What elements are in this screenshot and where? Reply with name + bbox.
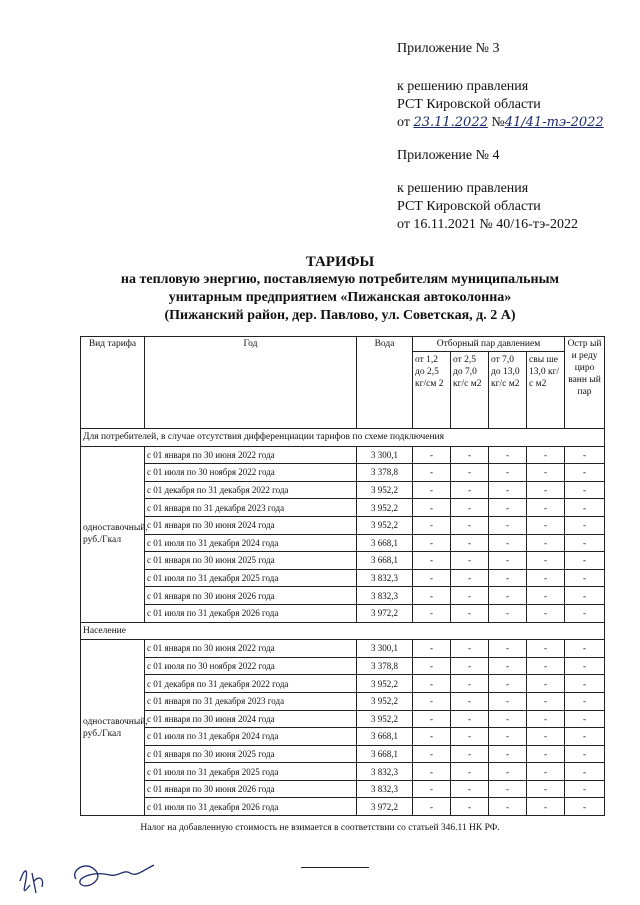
dash-cell: -: [413, 552, 451, 570]
dash-cell: -: [527, 446, 565, 464]
document-title: [60, 253, 620, 325]
dash-cell: -: [565, 552, 605, 570]
dash-cell: -: [413, 798, 451, 816]
section-population-label: Население: [81, 622, 605, 640]
water-value-cell: 3 378,8: [357, 657, 413, 675]
dash-cell: -: [489, 587, 527, 605]
period-cell: с 01 декабря по 31 декабря 2022 года: [145, 481, 357, 499]
dash-cell: -: [451, 464, 489, 482]
water-value-cell: 3 300,1: [357, 640, 413, 658]
period-cell: с 01 июля по 31 декабря 2026 года: [145, 798, 357, 816]
dash-cell: -: [527, 499, 565, 517]
period-cell: с 01 июля по 31 декабря 2026 года: [145, 604, 357, 622]
period-cell: с 01 января по 30 июня 2024 года: [145, 516, 357, 534]
dash-cell: -: [489, 516, 527, 534]
table-row: [81, 499, 605, 517]
period-cell: с 01 июля по 30 ноября 2022 года: [145, 657, 357, 675]
period-cell: с 01 января по 31 декабря 2023 года: [145, 692, 357, 710]
dash-cell: -: [451, 587, 489, 605]
dash-cell: -: [451, 763, 489, 781]
dash-cell: -: [451, 569, 489, 587]
header-row-1: [81, 337, 605, 352]
dash-cell: -: [527, 552, 565, 570]
dash-cell: -: [565, 640, 605, 658]
dash-cell: -: [565, 499, 605, 517]
dash-cell: -: [489, 710, 527, 728]
dash-cell: -: [451, 710, 489, 728]
dash-cell: -: [527, 640, 565, 658]
dash-cell: -: [565, 692, 605, 710]
tariff-kind-cell: одноставочный, руб./Гкал: [81, 640, 145, 816]
dash-cell: -: [565, 604, 605, 622]
dash-cell: -: [413, 657, 451, 675]
dash-cell: -: [565, 728, 605, 746]
table-row: [81, 464, 605, 482]
section-consumers-row: [81, 429, 605, 447]
dash-cell: -: [527, 745, 565, 763]
dash-cell: -: [451, 745, 489, 763]
header-steam: Отборный пар давлением: [413, 337, 565, 352]
dash-cell: -: [413, 569, 451, 587]
dash-cell: -: [527, 569, 565, 587]
water-value-cell: 3 952,2: [357, 675, 413, 693]
dash-cell: -: [489, 692, 527, 710]
dash-cell: -: [565, 657, 605, 675]
water-value-cell: 3 952,2: [357, 516, 413, 534]
dash-cell: -: [565, 446, 605, 464]
dash-cell: -: [565, 569, 605, 587]
dash-cell: -: [451, 552, 489, 570]
dash-cell: -: [413, 710, 451, 728]
water-value-cell: 3 952,2: [357, 499, 413, 517]
dash-cell: -: [489, 604, 527, 622]
dash-cell: -: [489, 657, 527, 675]
appendix-3-date-line: [397, 114, 604, 132]
period-cell: с 01 января по 30 июня 2026 года: [145, 780, 357, 798]
table-row: [81, 745, 605, 763]
dash-cell: -: [527, 464, 565, 482]
table-row: [81, 675, 605, 693]
dash-cell: -: [451, 446, 489, 464]
dash-cell: -: [489, 569, 527, 587]
dash-cell: -: [489, 534, 527, 552]
title-line2: унитарным предприятием «Пижанская автоколонна»: [168, 290, 512, 305]
dash-cell: -: [527, 780, 565, 798]
dash-cell: -: [489, 552, 527, 570]
water-value-cell: 3 832,3: [357, 780, 413, 798]
water-value-cell: 3 668,1: [357, 552, 413, 570]
table-row: [81, 604, 605, 622]
dash-cell: -: [489, 763, 527, 781]
table-row: [81, 552, 605, 570]
water-value-cell: 3 972,2: [357, 798, 413, 816]
header-pressure-2: от 2,5 до 7,0 кг/с м2: [451, 352, 489, 429]
dash-cell: -: [451, 657, 489, 675]
period-cell: с 01 января по 30 июня 2024 года: [145, 710, 357, 728]
header-year: Год: [145, 337, 357, 429]
title-main: ТАРИФЫ: [305, 254, 375, 270]
dash-cell: -: [413, 780, 451, 798]
dash-cell: -: [527, 481, 565, 499]
dash-cell: -: [565, 710, 605, 728]
dash-cell: -: [565, 798, 605, 816]
table-row: [81, 728, 605, 746]
water-value-cell: 3 300,1: [357, 446, 413, 464]
header-water: Вода: [357, 337, 413, 429]
dash-cell: -: [565, 516, 605, 534]
dash-cell: -: [413, 534, 451, 552]
tariff-table-body: [81, 337, 605, 816]
dash-cell: -: [451, 499, 489, 517]
dash-cell: -: [527, 604, 565, 622]
dash-cell: -: [451, 640, 489, 658]
tariff-table: [80, 336, 605, 816]
table-row: [81, 763, 605, 781]
appendix-3-line2: РСТ Кировской области: [397, 97, 541, 112]
dash-cell: -: [413, 692, 451, 710]
period-cell: с 01 января по 31 декабря 2023 года: [145, 499, 357, 517]
period-cell: с 01 декабря по 31 декабря 2022 года: [145, 675, 357, 693]
dash-cell: -: [489, 780, 527, 798]
appendix-3-line1: к решению правления: [397, 79, 529, 94]
dash-cell: -: [451, 780, 489, 798]
water-value-cell: 3 832,3: [357, 763, 413, 781]
dash-cell: -: [565, 675, 605, 693]
water-value-cell: 3 668,1: [357, 728, 413, 746]
header-sharp-steam: Остр ый и реду циро ванн ый пар: [565, 337, 605, 429]
dash-cell: -: [527, 728, 565, 746]
water-value-cell: 3 668,1: [357, 745, 413, 763]
dash-cell: -: [413, 516, 451, 534]
dash-cell: -: [413, 728, 451, 746]
water-value-cell: 3 952,2: [357, 710, 413, 728]
dash-cell: -: [413, 464, 451, 482]
dash-cell: -: [565, 587, 605, 605]
period-cell: с 01 января по 30 июня 2022 года: [145, 446, 357, 464]
dash-cell: -: [451, 534, 489, 552]
dash-cell: -: [451, 728, 489, 746]
appendix-3-prefix: от: [397, 115, 410, 130]
dash-cell: -: [413, 481, 451, 499]
dash-cell: -: [527, 763, 565, 781]
header-pressure-4: свы ше 13,0 кг/с м2: [527, 352, 565, 429]
dash-cell: -: [527, 675, 565, 693]
dash-cell: -: [527, 516, 565, 534]
period-cell: с 01 июля по 31 декабря 2025 года: [145, 569, 357, 587]
period-cell: с 01 января по 30 июня 2026 года: [145, 587, 357, 605]
water-value-cell: 3 952,2: [357, 692, 413, 710]
dash-cell: -: [413, 604, 451, 622]
dash-cell: -: [565, 534, 605, 552]
dash-cell: -: [565, 780, 605, 798]
dash-cell: -: [451, 516, 489, 534]
dash-cell: -: [451, 798, 489, 816]
dash-cell: -: [527, 710, 565, 728]
dash-cell: -: [413, 587, 451, 605]
header-kind: Вид тарифа: [81, 337, 145, 429]
period-cell: с 01 января по 30 июня 2022 года: [145, 640, 357, 658]
table-row: [81, 780, 605, 798]
dash-cell: -: [489, 728, 527, 746]
appendix-4-line1: к решению правления: [397, 181, 529, 196]
dash-cell: -: [451, 604, 489, 622]
table-row: [81, 640, 605, 658]
dash-cell: -: [451, 692, 489, 710]
period-cell: с 01 января по 30 июня 2025 года: [145, 745, 357, 763]
dash-cell: -: [489, 798, 527, 816]
appendix-4-title: Приложение № 4: [397, 148, 500, 163]
dash-cell: -: [527, 534, 565, 552]
appendix-3-decision: [397, 78, 604, 132]
period-cell: с 01 июля по 31 декабря 2025 года: [145, 763, 357, 781]
appendix-3-date: 23.11.2022: [413, 115, 488, 130]
dash-cell: -: [451, 481, 489, 499]
water-value-cell: 3 972,2: [357, 604, 413, 622]
dash-cell: -: [527, 657, 565, 675]
dash-cell: -: [489, 675, 527, 693]
header-pressure-1: от 1,2 до 2,5 кг/см 2: [413, 352, 451, 429]
table-row: [81, 446, 605, 464]
table-row: [81, 692, 605, 710]
dash-cell: -: [413, 499, 451, 517]
dash-cell: -: [489, 464, 527, 482]
appendix-3-number-sign: №: [491, 115, 505, 130]
handwritten-signature: [14, 851, 184, 899]
water-value-cell: 3 668,1: [357, 534, 413, 552]
table-row: [81, 587, 605, 605]
dash-cell: -: [565, 745, 605, 763]
appendix-3-number: 41/41-тэ-2022: [504, 115, 604, 130]
table-row: [81, 710, 605, 728]
dash-cell: -: [413, 640, 451, 658]
appendix-4-line3: от 16.11.2021 № 40/16-тэ-2022: [397, 217, 578, 232]
title-line1: на тепловую энергию, поставляемую потребителям муниципальным: [120, 272, 560, 287]
period-cell: с 01 июля по 30 ноября 2022 года: [145, 464, 357, 482]
dash-cell: -: [413, 745, 451, 763]
table-row: [81, 534, 605, 552]
table-row: [81, 569, 605, 587]
footer-rule: [301, 867, 369, 868]
water-value-cell: 3 832,3: [357, 587, 413, 605]
table-row: [81, 657, 605, 675]
water-value-cell: 3 832,3: [357, 569, 413, 587]
dash-cell: -: [565, 464, 605, 482]
water-value-cell: 3 378,8: [357, 464, 413, 482]
dash-cell: -: [489, 745, 527, 763]
dash-cell: -: [451, 675, 489, 693]
dash-cell: -: [489, 499, 527, 517]
period-cell: с 01 января по 30 июня 2025 года: [145, 552, 357, 570]
dash-cell: -: [565, 763, 605, 781]
appendix-4-line2: РСТ Кировской области: [397, 199, 541, 214]
dash-cell: -: [527, 798, 565, 816]
dash-cell: -: [413, 763, 451, 781]
period-cell: с 01 июля по 31 декабря 2024 года: [145, 728, 357, 746]
period-cell: с 01 июля по 31 декабря 2024 года: [145, 534, 357, 552]
tariff-kind-cell: одноставочный, руб./Гкал: [81, 446, 145, 622]
section-population-row: [81, 622, 605, 640]
dash-cell: -: [565, 481, 605, 499]
table-row: [81, 481, 605, 499]
appendix-4-decision: [397, 180, 578, 234]
dash-cell: -: [413, 446, 451, 464]
appendix-3-title: Приложение № 3: [397, 41, 500, 56]
section-consumers-label: Для потребителей, в случае отсутствия дифференциации тарифов по схеме подключения: [81, 429, 605, 447]
dash-cell: -: [527, 692, 565, 710]
title-line3: (Пижанский район, дер. Павлово, ул. Советская, д. 2 А): [164, 308, 516, 323]
water-value-cell: 3 952,2: [357, 481, 413, 499]
dash-cell: -: [489, 640, 527, 658]
dash-cell: -: [489, 481, 527, 499]
table-row: [81, 516, 605, 534]
dash-cell: -: [489, 446, 527, 464]
vat-note: Налог на добавленную стоимость не взимается в соответствии со статьей 346.11 НК РФ.: [140, 823, 500, 833]
header-pressure-3: от 7,0 до 13,0 кг/с м2: [489, 352, 527, 429]
table-row: [81, 798, 605, 816]
dash-cell: -: [413, 675, 451, 693]
dash-cell: -: [527, 587, 565, 605]
